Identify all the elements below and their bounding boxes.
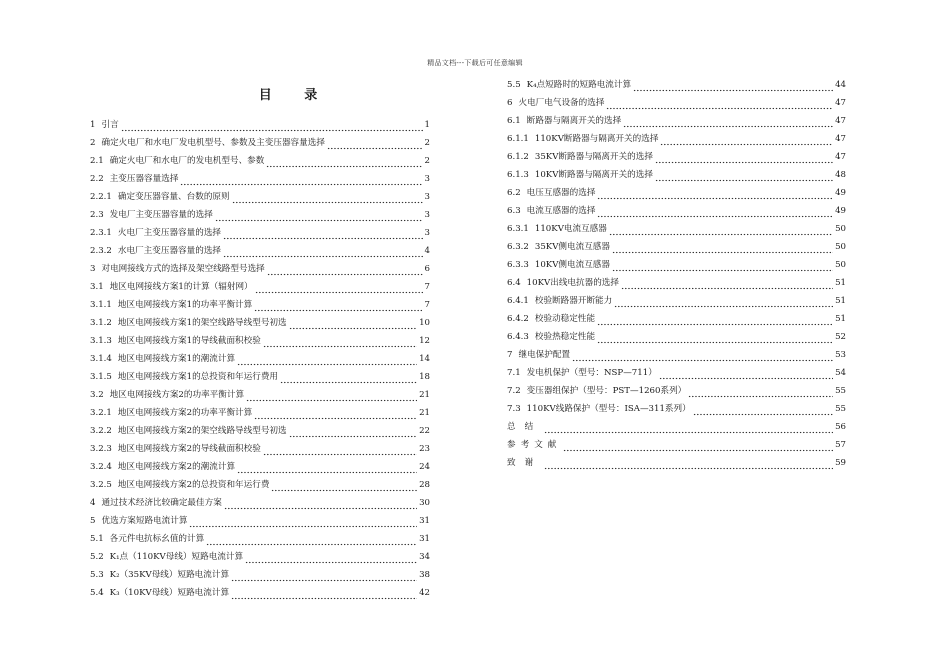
dot-leader [572,346,833,364]
dot-leader [289,422,417,440]
toc-entry-page-number: 22 [419,426,430,436]
toc-entry-title: 校验断路器开断能力 [534,296,613,306]
toc-entry[interactable] [507,256,846,274]
dot-leader [255,278,423,296]
toc-entry-title: 发电机保护（型号：NSP—711） [526,368,657,378]
dot-leader [597,202,833,220]
toc-entry-title: K₄点短路时的短路电流计算 [526,80,632,90]
toc-entry-title: 地区电网接线方案2的功率平衡计算 [117,408,253,418]
toc-entry[interactable] [90,260,430,278]
toc-entry[interactable] [507,184,846,202]
toc-entry-page-number: 47 [835,98,846,108]
toc-entry-number: 4 [90,498,96,508]
toc-entry[interactable] [507,94,846,112]
toc-entry-number: 7.3 [507,404,521,414]
toc-entry-number: 2.3.1 [90,228,112,238]
toc-entry-page-number: 47 [835,134,846,144]
toc-entry[interactable] [507,166,846,184]
toc-entry-title: 参考文献 [507,440,562,450]
toc-entry-number: 2.2 [90,174,104,184]
toc-entry-page-number: 3 [424,210,430,220]
toc-entry-number: 6 [507,98,513,108]
toc-entry-number: 2.3.2 [90,246,112,256]
toc-entry[interactable] [90,278,430,296]
dot-leader [280,368,417,386]
toc-entry-number: 3.1 [90,282,104,292]
toc-entry-page-number: 23 [419,444,430,454]
dot-leader [659,364,833,382]
dot-leader [271,476,417,494]
dot-leader [263,440,417,458]
toc-entry-number: 6.4 [507,278,521,288]
toc-entry[interactable] [90,404,430,422]
dot-leader [231,566,417,584]
toc-entry-page-number: 2 [424,138,430,148]
toc-entry-title: 发电厂主变压器容量的选择 [109,210,213,220]
toc-entry-title: 校验热稳定性能 [534,332,596,342]
toc-entry-page-number: 14 [419,354,430,364]
dot-leader [263,332,417,350]
dot-leader [231,584,417,602]
toc-entry-page-number: 53 [835,350,846,360]
toc-entry[interactable] [507,454,846,472]
toc-entry-page-number: 47 [835,152,846,162]
toc-entry[interactable] [507,202,846,220]
toc-title: 目 录 [258,88,332,103]
dot-leader [614,292,833,310]
dot-leader [237,350,417,368]
toc-entry-number: 3.2.2 [90,426,112,436]
toc-entry-title: 地区电网接线方案2的架空线路导线型号初选 [117,426,287,436]
dot-leader [597,328,833,346]
toc-entry-page-number: 57 [835,440,846,450]
toc-entry-title: 优选方案短路电流计算 [101,516,188,526]
toc-entry-number: 5.1 [90,534,104,544]
toc-entry-title: 水电厂主变压器容量的选择 [117,246,222,256]
dot-leader [237,458,417,476]
dot-leader [121,116,423,134]
toc-entry-page-number: 42 [419,588,430,598]
dot-leader [563,436,833,454]
toc-entry-page-number: 24 [419,462,430,472]
toc-entry-number: 3.1.3 [90,336,112,346]
toc-entry-page-number: 47 [835,116,846,126]
toc-entry-number: 6.4.3 [507,332,529,342]
toc-entry-page-number: 21 [419,408,430,418]
toc-entry-page-number: 3 [424,174,430,184]
dot-leader [660,130,833,148]
toc-entry-number: 3.1.4 [90,354,112,364]
toc-entry-page-number: 52 [835,332,846,342]
toc-entry-page-number: 59 [835,458,846,468]
toc-entry[interactable] [90,332,430,350]
toc-entry-title: 确定变压器容量、台数的原则 [117,192,230,202]
toc-entry[interactable] [90,116,430,134]
toc-entry-title: K₃（10KV母线）短路电流计算 [109,588,230,598]
toc-entry[interactable] [90,548,430,566]
toc-entry-page-number: 6 [424,264,430,274]
toc-entry[interactable] [507,112,846,130]
toc-entry-number: 3.1.1 [90,300,112,310]
toc-entry-title: 各元件电抗标幺值的计算 [109,534,205,544]
toc-entry-number: 2.1 [90,156,104,166]
toc-entry-number: 2 [90,138,96,148]
toc-entry-page-number: 50 [835,242,846,252]
toc-entry-number: 2.3 [90,210,104,220]
toc-entry-title: 地区电网接线方案1的功率平衡计算 [117,300,253,310]
toc-entry-page-number: 10 [419,318,430,328]
toc-entry-page-number: 18 [419,372,430,382]
toc-entry-number: 3.1.5 [90,372,112,382]
dot-leader [688,382,833,400]
toc-entry-number: 6.1 [507,116,521,126]
toc-entry-page-number: 54 [835,368,846,378]
toc-entry-title: K₁点（110KV母线）短路电流计算 [109,552,244,562]
toc-entry-page-number: 55 [835,404,846,414]
toc-entry-title: 35KV断路器与隔离开关的选择 [534,152,653,162]
toc-entry-number: 3.1.2 [90,318,112,328]
dot-leader [223,242,423,260]
toc-right-column [507,76,846,472]
toc-entry-title: 地区电网接线方案2的功率平衡计算 [109,390,245,400]
toc-entry-title: 地区电网接线方案2的潮流计算 [117,462,236,472]
toc-entry[interactable] [507,328,846,346]
toc-entry-number: 7.1 [507,368,521,378]
dot-leader [621,274,833,292]
toc-entry-title: 引言 [101,120,119,130]
toc-entry-number: 6.3.2 [507,242,529,252]
toc-entry-page-number: 7 [424,282,430,292]
toc-entry[interactable] [90,368,430,386]
dot-leader [655,166,833,184]
toc-entry-page-number: 55 [835,386,846,396]
toc-entry-page-number: 12 [419,336,430,346]
toc-entry-number: 5.4 [90,588,104,598]
toc-entry[interactable] [507,400,846,418]
toc-entry-page-number: 50 [835,224,846,234]
dot-leader [246,386,417,404]
toc-entry[interactable] [507,346,846,364]
toc-entry-number: 5.3 [90,570,104,580]
dot-leader [623,112,833,130]
dot-leader [597,184,833,202]
toc-entry-page-number: 4 [424,246,430,256]
toc-entry[interactable] [90,170,430,188]
toc-entry-title: 确定火电厂和水电厂发电机型号、参数及主变压器容量选择 [101,138,325,148]
toc-entry-page-number: 49 [835,206,846,216]
dot-leader [189,512,417,530]
toc-entry-title: 110KV电流互感器 [534,224,607,234]
toc-entry-number: 6.4.2 [507,314,529,324]
toc-entry-title: 校验动稳定性能 [534,314,596,324]
toc-entry-page-number: 56 [835,422,846,432]
toc-entry[interactable] [507,382,846,400]
dot-leader [223,224,423,242]
toc-entry-page-number: 31 [419,516,430,526]
toc-entry-page-number: 49 [835,188,846,198]
toc-entry-number: 6.3 [507,206,521,216]
toc-entry-title: 致谢 [507,458,543,468]
toc-entry-number: 3.2 [90,390,104,400]
toc-entry-title: 110KV线路保护（型号：ISA—311系列） [526,404,691,414]
dot-leader [180,170,422,188]
toc-entry[interactable] [90,440,430,458]
toc-entry-number: 1 [90,120,96,130]
toc-entry-title: 火电厂电气设备的选择 [518,98,605,108]
dot-leader [606,94,833,112]
dot-leader [612,256,833,274]
toc-entry-number: 6.3.1 [507,224,529,234]
toc-entry[interactable] [507,292,846,310]
toc-entry-page-number: 48 [835,170,846,180]
toc-entry-page-number: 21 [419,390,430,400]
dot-leader [232,188,423,206]
toc-entry[interactable] [90,188,430,206]
toc-entry[interactable] [507,436,846,454]
toc-entry-title: 35KV侧电流互感器 [534,242,610,252]
toc-entry-title: 地区电网接线方案2的总投资和年运行费 [117,480,270,490]
toc-entry-title: 地区电网接线方案1的架空线路导线型号初选 [117,318,287,328]
toc-entry[interactable] [90,422,430,440]
toc-entry-title: 通过技术经济比较确定最佳方案 [101,498,222,508]
dot-leader [612,238,833,256]
toc-entry[interactable] [90,512,430,530]
toc-entry-number: 3.2.4 [90,462,112,472]
toc-entry[interactable] [507,238,846,256]
toc-entry[interactable] [507,76,846,94]
toc-entry-title: 对电网接线方式的选择及架空线路型号选择 [101,264,265,274]
toc-entry-page-number: 3 [424,228,430,238]
toc-entry-title: 地区电网接线方案2的导线截面积校验 [117,444,261,454]
toc-entry-title: 地区电网接线方案1的潮流计算 [117,354,236,364]
toc-entry-title: 110KV断路器与隔离开关的选择 [534,134,659,144]
toc-entry-number: 7 [507,350,513,360]
toc-entry[interactable] [507,130,846,148]
toc-entry[interactable] [507,220,846,238]
toc-entry-page-number: 51 [835,296,846,306]
toc-entry[interactable] [90,494,430,512]
toc-entry-title: 地区电网接线方案1的导线截面积校验 [117,336,261,346]
toc-entry-title: 主变压器容量选择 [109,174,179,184]
toc-entry-page-number: 51 [835,278,846,288]
toc-entry-page-number: 44 [835,80,846,90]
toc-entry[interactable] [507,148,846,166]
toc-entry[interactable] [90,224,430,242]
toc-entry[interactable] [90,206,430,224]
toc-left-column [90,116,430,602]
dot-leader [266,152,422,170]
toc-entry[interactable] [90,584,430,602]
toc-entry-number: 3.2.3 [90,444,112,454]
toc-entry-title: 继电保护配置 [518,350,571,360]
toc-entry-number: 7.2 [507,386,521,396]
toc-entry-title: 火电厂主变压器容量的选择 [117,228,222,238]
toc-entry-title: 断路器与隔离开关的选择 [526,116,622,126]
toc-entry[interactable] [507,274,846,292]
toc-entry-number: 2.2.1 [90,192,112,202]
toc-entry-number: 6.1.1 [507,134,529,144]
toc-entry[interactable] [90,242,430,260]
toc-entry-title: 确定火电厂和水电厂的发电机型号、参数 [109,156,265,166]
toc-entry-number: 5.5 [507,80,521,90]
dot-leader [327,134,423,152]
toc-entry-number: 3.2.5 [90,480,112,490]
toc-entry-number: 6.1.3 [507,170,529,180]
toc-entry[interactable] [90,386,430,404]
toc-entry-page-number: 28 [419,480,430,490]
toc-entry-title: 总结 [507,422,543,432]
toc-entry-title: 地区电网接线方案1的总投资和年运行费用 [117,372,279,382]
toc-entry-page-number: 1 [424,120,430,130]
toc-entry-number: 6.4.1 [507,296,529,306]
dot-leader [215,206,423,224]
dot-leader [597,310,833,328]
dot-leader [254,296,422,314]
dot-leader [289,314,417,332]
dot-leader [254,404,417,422]
toc-entry-number: 5.2 [90,552,104,562]
toc-entry-number: 3 [90,264,96,274]
toc-entry[interactable] [90,566,430,584]
toc-entry-number: 5 [90,516,96,526]
dot-leader [544,418,833,436]
toc-entry[interactable] [90,134,430,152]
toc-entry-page-number: 38 [419,570,430,580]
toc-entry[interactable] [90,476,430,494]
toc-entry[interactable] [507,310,846,328]
toc-entry-page-number: 7 [424,300,430,310]
toc-entry-page-number: 31 [419,534,430,544]
toc-entry-page-number: 51 [835,314,846,324]
dot-leader [224,494,417,512]
page-header-note: 精品文档---下载后可任意编辑 [427,59,523,67]
toc-entry-title: 10KV侧电流互感器 [534,260,610,270]
dot-leader [206,530,417,548]
dot-leader [245,548,417,566]
toc-entry-number: 3.2.1 [90,408,112,418]
toc-entry-page-number: 30 [419,498,430,508]
toc-entry-title: 10KV出线电抗器的选择 [526,278,619,288]
toc-entry[interactable] [90,458,430,476]
toc-entry-title: 地区电网接线方案1的计算（辐射网） [109,282,253,292]
toc-entry[interactable] [90,530,430,548]
toc-entry-page-number: 50 [835,260,846,270]
toc-entry-title: 电流互感器的选择 [526,206,596,216]
toc-entry[interactable] [90,350,430,368]
dot-leader [655,148,833,166]
dot-leader [544,454,833,472]
toc-entry-page-number: 2 [424,156,430,166]
dot-leader [633,76,833,94]
toc-entry[interactable] [90,296,430,314]
dot-leader [693,400,833,418]
toc-entry[interactable] [507,364,846,382]
toc-entry[interactable] [90,314,430,332]
toc-entry-title: 电压互感器的选择 [526,188,596,198]
toc-entry-page-number: 34 [419,552,430,562]
toc-entry-number: 6.2 [507,188,521,198]
toc-entry-title: K₂（35KV母线）短路电流计算 [109,570,230,580]
toc-entry[interactable] [90,152,430,170]
toc-entry-page-number: 3 [424,192,430,202]
toc-entry-title: 10KV断路器与隔离开关的选择 [534,170,653,180]
dot-leader [609,220,833,238]
toc-entry-number: 6.1.2 [507,152,529,162]
toc-entry[interactable] [507,418,846,436]
toc-entry-title: 变压器组保护（型号：PST—1260系列） [526,386,687,396]
toc-entry-number: 6.3.3 [507,260,529,270]
dot-leader [267,260,423,278]
